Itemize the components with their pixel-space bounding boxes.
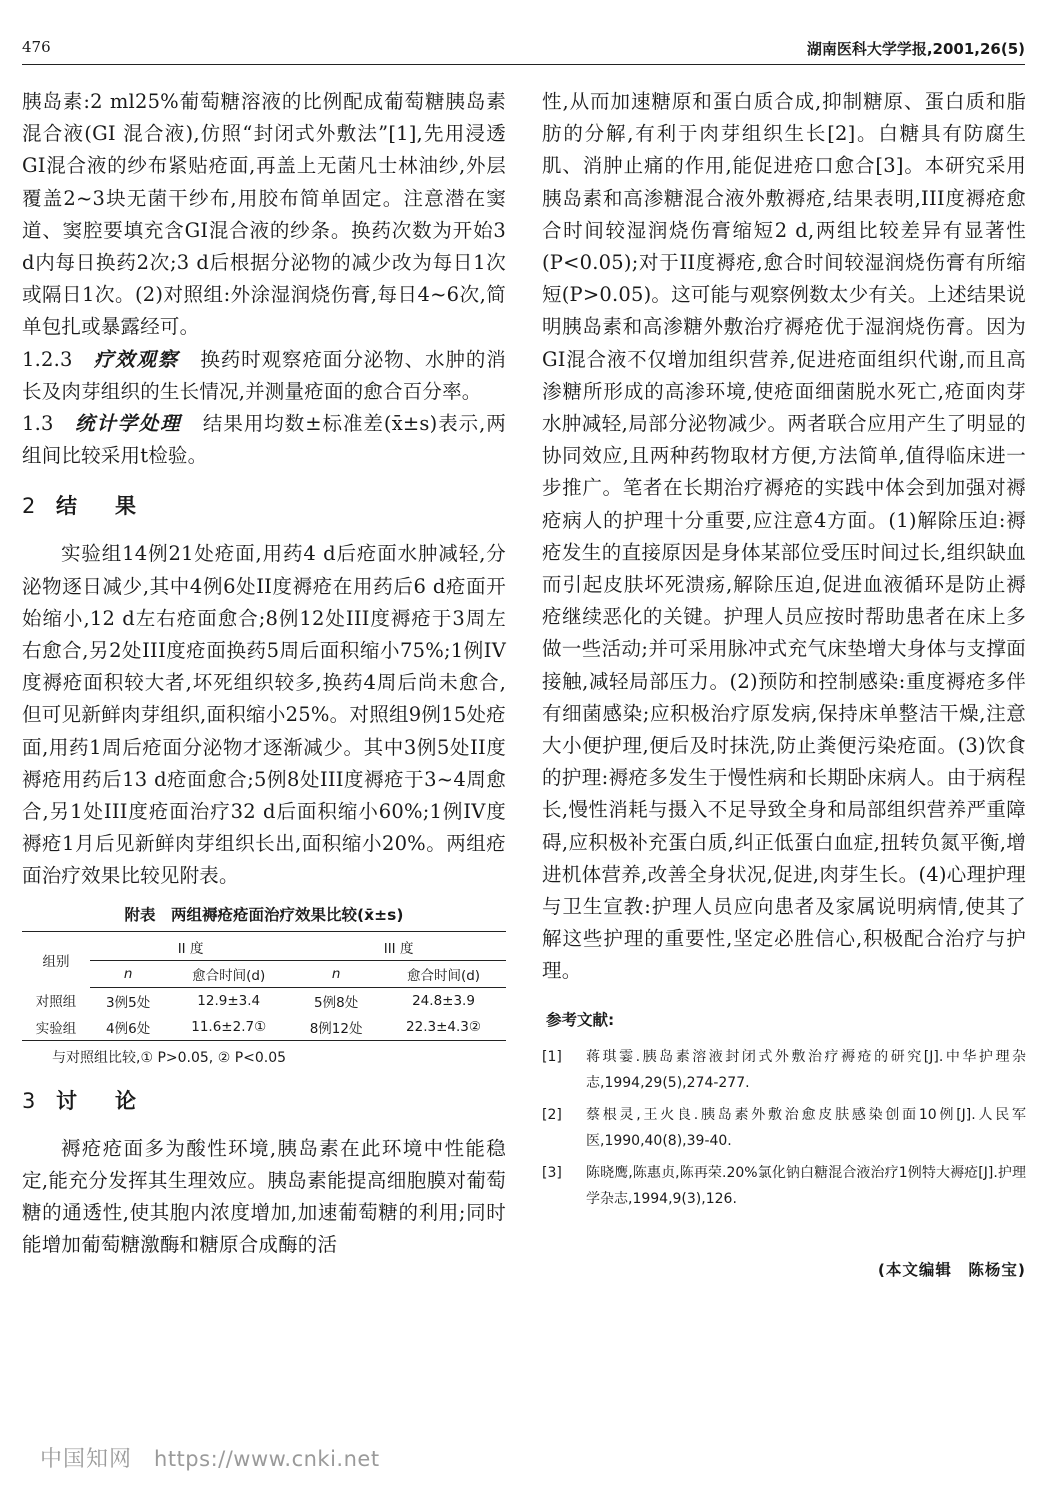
section-heading-results (22, 490, 506, 520)
reference-item (542, 1160, 1026, 1212)
table-cell: 12.9±3.4 (197, 992, 261, 1009)
section-text: 结果用均数±标准差(x̄±s)表示,两组间比较采用t检验。 (22, 412, 506, 468)
discussion-paragraph: 褥疮疮面多为酸性环境,胰岛素在此环境中性能稳定,能充分发挥其生理效应。胰岛素能提高细胞膜对葡萄糖的通透性,使其胞内浓度增加,加速葡萄糖的利用;同时能增加葡萄糖激酶和糖原合成酶的活 (22, 1136, 506, 1257)
section-number: 1.3 (22, 412, 54, 436)
table-header-n: n (291, 960, 381, 987)
table-caption: 附表 两组褥疮疮面治疗效果比较(x̄±s) (124, 905, 404, 924)
section-label: 统计学处理 (75, 412, 182, 436)
page-header (22, 34, 1025, 65)
results-table (22, 931, 506, 1041)
table-header-n: n (90, 960, 166, 987)
table-header-deg2: II 度 (90, 931, 291, 960)
section-text: 换药时观察疮面分泌物、水肿的消长及肉芽组织的生长情况,并测量疮面的愈合百分率。 (22, 347, 507, 403)
reference-index: [3] (542, 1164, 562, 1181)
section-1-2-3 (22, 344, 506, 408)
table-cell: 11.6±2.7① (191, 1018, 267, 1035)
reference-index: [2] (542, 1106, 562, 1123)
section-label: 疗效观察 (94, 347, 179, 371)
table-cell: 5例8处 (314, 994, 359, 1011)
section-number: 1.2.3 (22, 347, 73, 371)
watermark-site: 中国知网 (40, 1447, 133, 1472)
page-number: 476 (22, 38, 51, 56)
heading-title: 讨论 (56, 1088, 174, 1113)
table-cell: 24.8±3.9 (412, 992, 475, 1009)
journal-citation: 湖南医科大学学报,2001,26(5) (806, 40, 1025, 58)
table-cell: 实验组 (35, 1020, 77, 1037)
table-cell: 3例5处 (106, 994, 151, 1011)
table-cell: 8例12处 (309, 1020, 363, 1037)
section-heading-discussion (22, 1085, 506, 1115)
references-title: 参考文献: (546, 1010, 615, 1029)
reference-index: [1] (542, 1048, 562, 1065)
discussion-continued-paragraph: 性,从而加速糖原和蛋白质合成,抑制糖原、蛋白质和脂肪的分解,有利于肉芽组织生长[2]。白糖具有防腐生肌、消肿止痛的作用,能促进疮口愈合[3]。本研究采用胰岛素和高渗糖混合液外敷褥疮,结果表明,III度褥疮愈合时间较湿润烧伤膏缩短2 d,两组比较差异有显著性(P<0.05);对于II度褥疮,愈合时间较湿润烧伤膏有所缩短(P>0.05)。这可能与观察例数太少有关。上述结果说明胰岛素和高渗糖外敷治疗褥疮优于湿润烧伤膏。因为GI混合液不仅增加组织营养,促进疮面组织代谢,而且高渗糖所形成的高渗环境,使疮面细菌脱水死亡,疮面肉芽水肿减轻,局部分泌物减少。两者联合应用产生了明显的协同效应,且两种药物取材方便,方法简单,值得临床进一步推广。笔者在长期治疗褥疮的实践中体会到加强对褥疮病人的护理十分重要,应注意4方面。(1)解除压迫:褥疮发生的直接原因是身体某部位受压时间过长,组织缺血而引起皮肤坏死溃疡,解除压迫,促进血液循环是防止褥疮继续恶化的关键。护理人员应按时帮助患者在床上多做一些活动;并可采用脉冲式充气床垫增大身体与支撑面接触,减轻局部压力。(2)预防和控制感染:重度褥疮多伴有细菌感染;应积极治疗原发病,保持床单整洁干燥,注意大小便护理,便后及时抹洗,防止粪便污染疮面。(3)饮食的护理:褥疮多发生于慢性病和长期卧床病人。由于病程长,慢性消耗与摄入不足导致全身和局部组织营养严重障碍,应积极补充蛋白质,纠正低蛋白血症,扭转负氮平衡,增进机体营养,改善全身状况,促进,肉芽生长。(4)心理护理与卫生宣教:护理人员应向患者及家属说明病情,使其了解这些护理的重要性,坚定必胜信心,积极配合治疗与护理。 (542, 90, 1026, 983)
heading-number: 3 (22, 1088, 37, 1113)
table-header-heal-time: 愈合时间(d) (381, 960, 506, 987)
cnki-watermark (40, 1442, 380, 1473)
table-header-heal-time: 愈合时间(d) (166, 960, 291, 987)
table-cell: 对照组 (35, 994, 77, 1011)
table-row (22, 1014, 506, 1041)
reference-text: 陈晓鹰,陈惠贞,陈再荣.20%氯化钠白糖混合液治疗1例特大褥疮[J].护理学杂志,1994,9(3),126. (586, 1164, 1026, 1207)
editor-credit: (本文编辑 陈杨宝) (877, 1260, 1026, 1279)
table-header-group: 组别 (42, 954, 70, 971)
section-1-3 (22, 408, 506, 472)
methods-paragraph: 胰岛素:2 ml25%葡萄糖溶液的比例配成葡萄糖胰岛素混合液(GI 混合液),仿照“封闭式外敷法”[1],先用浸透GI混合液的纱布紧贴疮面,再盖上无菌凡士林油纱,外层覆盖2~3块无菌干纱布,用胶布简单固定。注意潜在窦道、窦腔要填充含GI混合液的纱条。换药次数为开始3 d内每日换药2次;3 d后根据分泌物的减少改为每日1次或隔日1次。(2)对照组:外涂湿润烧伤膏,每日4~6次,简单包扎或暴露经可。 (22, 90, 506, 339)
heading-title: 结果 (56, 494, 174, 519)
table-cell: 4例6处 (106, 1020, 151, 1037)
table-header-deg3: III 度 (291, 931, 506, 960)
reference-text: 蒋琪霎.胰岛素溶液封闭式外敷治疗褥疮的研究[J].中华护理杂志,1994,29(5),274-277. (586, 1048, 1026, 1091)
table-cell: 22.3±4.3② (406, 1018, 481, 1035)
reference-item (542, 1102, 1026, 1154)
right-column (542, 86, 1026, 1280)
results-paragraph: 实验组14例21处疮面,用药4 d后疮面水肿减轻,分泌物逐日减少,其中4例6处II度褥疮在用药后6 d疮面开始缩小,12 d左右疮面愈合;8例12处III度褥疮于3周左右愈合,另2处III度疮面换药5周后面积缩小75%;1例IV度褥疮面积较大者,坏死组织较多,换药4周后尚未愈合,但可见新鲜肉芽组织,面积缩小25%。对照组9例15处疮面,用药1周后疮面分泌物才逐渐减少。其中3例5处II度褥疮用药后13 d疮面愈合;5例8处III度褥疮于3~4周愈合,另1处III度疮面治疗32 d后面积缩小60%;1例IV度褥疮1月后见新鲜肉芽组织长出,面积缩小20%。两组疮面治疗效果比较见附表。 (22, 542, 506, 888)
reference-text: 蔡根灵,王火良.胰岛素外敷治愈皮肤感染创面10例[J].人民军医,1990,40(8),39-40. (586, 1106, 1026, 1149)
table-row (22, 987, 506, 1014)
watermark-url: https://www.cnki.net (154, 1447, 380, 1471)
heading-number: 2 (22, 494, 37, 519)
left-column (22, 86, 506, 1261)
reference-item (542, 1044, 1026, 1096)
table-note: 与对照组比较,① P>0.05, ② P<0.05 (52, 1049, 287, 1066)
